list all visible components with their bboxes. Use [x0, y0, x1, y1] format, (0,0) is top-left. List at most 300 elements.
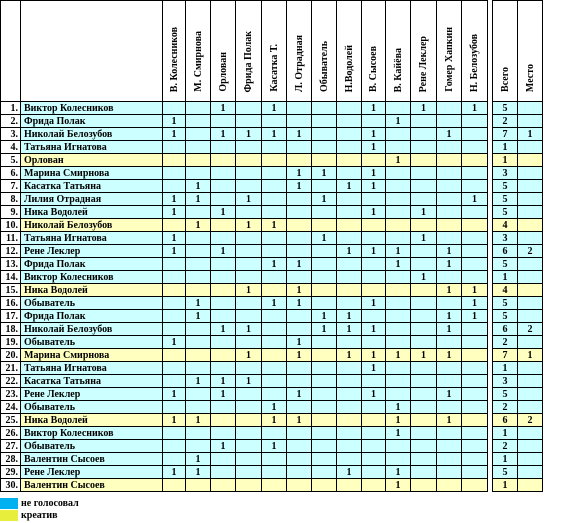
vote-cell [312, 271, 337, 284]
column-header [337, 1, 362, 102]
table-row [1, 336, 543, 349]
vote-cell: 1 [437, 414, 462, 427]
vote-cell [186, 102, 211, 115]
vote-cell [362, 336, 386, 349]
vote-cell [386, 141, 411, 154]
vote-cell [437, 271, 462, 284]
vote-cell [411, 245, 437, 258]
vote-cell: 1 [362, 128, 386, 141]
vote-cell [287, 401, 312, 414]
vote-cell [312, 154, 337, 167]
vote-cell: 1 [163, 115, 186, 128]
vote-cell: 1 [262, 440, 287, 453]
vote-cell [337, 219, 362, 232]
vote-cell [337, 401, 362, 414]
column-header-label: Н. Белозубов [469, 33, 480, 92]
vote-cell [386, 219, 411, 232]
vote-cell [312, 453, 337, 466]
vote-cell: 1 [386, 349, 411, 362]
vote-cell [337, 336, 362, 349]
vote-cell [262, 466, 287, 479]
vote-cell [411, 440, 437, 453]
column-header-label: Л. Отрадная [293, 34, 305, 92]
voter-name: Николай Белозубов [21, 219, 163, 232]
vote-cell [262, 232, 287, 245]
vote-cell: 1 [437, 284, 462, 297]
vote-cell [386, 362, 411, 375]
vote-cell [312, 414, 337, 427]
vote-cell [211, 115, 236, 128]
vote-cell [411, 401, 437, 414]
vote-cell: 1 [337, 323, 362, 336]
voter-name: Николай Белозубов [21, 323, 163, 336]
vote-cell: 1 [362, 349, 386, 362]
vote-cell [186, 284, 211, 297]
vote-cell [163, 479, 186, 492]
vote-cell: 1 [337, 349, 362, 362]
vote-cell: 1 [386, 427, 411, 440]
vote-cell [386, 388, 411, 401]
vote-cell [312, 336, 337, 349]
column-header [312, 1, 337, 102]
vote-cell [262, 167, 287, 180]
vote-cell [437, 232, 462, 245]
vote-cell [186, 440, 211, 453]
table-row [1, 349, 543, 362]
vote-cell [411, 414, 437, 427]
vote-cell [437, 193, 462, 206]
vote-cell: 1 [163, 245, 186, 258]
vote-cell: 1 [337, 245, 362, 258]
place-cell: 2 [518, 414, 543, 427]
vote-cell [411, 427, 437, 440]
place-cell [518, 102, 543, 115]
vote-cell [312, 401, 337, 414]
place-cell: 2 [518, 245, 543, 258]
vote-cell [236, 362, 262, 375]
vote-cell: 1 [236, 284, 262, 297]
vote-cell [386, 167, 411, 180]
total-cell: 1 [493, 271, 518, 284]
vote-cell [163, 310, 186, 323]
vote-cell [312, 284, 337, 297]
vote-cell [437, 297, 462, 310]
vote-cell [262, 284, 287, 297]
vote-cell [163, 349, 186, 362]
vote-cell [211, 479, 236, 492]
vote-cell [462, 232, 488, 245]
voter-name: Валентин Сысоев [21, 453, 163, 466]
vote-cell [211, 232, 236, 245]
vote-cell [287, 193, 312, 206]
table-row [1, 102, 543, 115]
total-cell: 7 [493, 128, 518, 141]
vote-cell: 1 [362, 388, 386, 401]
vote-cell [262, 271, 287, 284]
vote-cell [437, 219, 462, 232]
vote-cell [362, 427, 386, 440]
vote-cell [211, 414, 236, 427]
vote-cell [211, 336, 236, 349]
vote-cell [236, 115, 262, 128]
vote-cell: 1 [462, 102, 488, 115]
row-number: 20. [1, 349, 21, 362]
vote-cell [337, 115, 362, 128]
vote-cell [337, 154, 362, 167]
total-cell: 1 [493, 479, 518, 492]
vote-cell [337, 271, 362, 284]
row-number: 19. [1, 336, 21, 349]
vote-cell: 1 [312, 193, 337, 206]
vote-cell [411, 479, 437, 492]
vote-cell: 1 [437, 245, 462, 258]
vote-cell [262, 115, 287, 128]
vote-cell [437, 141, 462, 154]
vote-cell [186, 427, 211, 440]
place-cell [518, 284, 543, 297]
vote-cell: 1 [437, 388, 462, 401]
vote-cell [262, 427, 287, 440]
place-cell [518, 154, 543, 167]
voter-name: Татьяна Игнатова [21, 232, 163, 245]
vote-cell [411, 219, 437, 232]
vote-cell [262, 141, 287, 154]
column-header-label: Орлован [217, 52, 229, 92]
vote-cell: 1 [287, 128, 312, 141]
vote-cell [262, 479, 287, 492]
vote-cell [362, 258, 386, 271]
table-row [1, 284, 543, 297]
vote-cell [312, 362, 337, 375]
vote-cell: 1 [411, 232, 437, 245]
total-cell: 3 [493, 232, 518, 245]
vote-cell [437, 115, 462, 128]
vote-cell [163, 141, 186, 154]
vote-cell: 1 [236, 219, 262, 232]
vote-cell: 1 [163, 128, 186, 141]
total-cell: 5 [493, 193, 518, 206]
voter-name: Рене Леклер [21, 466, 163, 479]
vote-cell [163, 362, 186, 375]
vote-cell [186, 154, 211, 167]
table-row [1, 375, 543, 388]
vote-cell [411, 167, 437, 180]
row-number: 21. [1, 362, 21, 375]
vote-cell [386, 336, 411, 349]
vote-cell [312, 206, 337, 219]
place-cell [518, 336, 543, 349]
row-number: 10. [1, 219, 21, 232]
vote-cell [211, 310, 236, 323]
table-row [1, 193, 543, 206]
vote-cell [186, 362, 211, 375]
vote-cell: 1 [362, 323, 386, 336]
row-number: 2. [1, 115, 21, 128]
vote-cell [287, 141, 312, 154]
vote-cell [186, 232, 211, 245]
vote-cell [386, 284, 411, 297]
vote-cell: 1 [287, 349, 312, 362]
column-header [287, 1, 312, 102]
table-row [1, 297, 543, 310]
total-cell: 3 [493, 375, 518, 388]
vote-cell [437, 362, 462, 375]
vote-cell [211, 271, 236, 284]
voter-name: Рене Леклер [21, 388, 163, 401]
vote-cell [163, 180, 186, 193]
column-header [262, 1, 287, 102]
vote-cell: 1 [287, 388, 312, 401]
vote-cell [462, 440, 488, 453]
place-cell [518, 388, 543, 401]
place-cell [518, 362, 543, 375]
vote-cell [462, 479, 488, 492]
row-number: 27. [1, 440, 21, 453]
total-cell: 5 [493, 388, 518, 401]
vote-cell [337, 375, 362, 388]
vote-cell [236, 206, 262, 219]
row-number: 29. [1, 466, 21, 479]
total-cell: 4 [493, 284, 518, 297]
voter-name: Валентин Сысоев [21, 479, 163, 492]
vote-cell [236, 271, 262, 284]
vote-cell [186, 388, 211, 401]
total-cell: 1 [493, 141, 518, 154]
vote-cell: 1 [186, 466, 211, 479]
vote-cell: 1 [186, 414, 211, 427]
vote-cell [337, 427, 362, 440]
vote-cell [236, 479, 262, 492]
vote-cell [211, 401, 236, 414]
vote-cell: 1 [362, 362, 386, 375]
total-cell: 5 [493, 206, 518, 219]
vote-cell [386, 310, 411, 323]
vote-cell [236, 466, 262, 479]
vote-cell [287, 102, 312, 115]
vote-cell [236, 232, 262, 245]
total-cell: 5 [493, 297, 518, 310]
vote-cell [287, 453, 312, 466]
place-cell [518, 219, 543, 232]
column-header-label: В. Кайёва [392, 47, 404, 92]
vote-cell [386, 232, 411, 245]
vote-cell [337, 284, 362, 297]
vote-cell [287, 271, 312, 284]
vote-cell [236, 453, 262, 466]
vote-cell [312, 388, 337, 401]
vote-cell: 1 [163, 414, 186, 427]
place-cell [518, 401, 543, 414]
vote-cell [211, 193, 236, 206]
vote-cell [186, 258, 211, 271]
column-header-label: Н.Водолей [343, 44, 355, 92]
vote-cell: 1 [386, 115, 411, 128]
voter-name: Виктор Колесников [21, 271, 163, 284]
vote-cell: 1 [362, 102, 386, 115]
vote-cell: 1 [312, 167, 337, 180]
vote-cell [437, 375, 462, 388]
vote-cell [462, 323, 488, 336]
vote-cell [362, 466, 386, 479]
legend-label: не голосовал [21, 498, 79, 509]
vote-cell [236, 414, 262, 427]
vote-cell [462, 414, 488, 427]
vote-cell [262, 388, 287, 401]
vote-cell [386, 297, 411, 310]
column-header-label: В. Колесников [168, 26, 180, 92]
vote-cell: 1 [411, 349, 437, 362]
vote-cell: 1 [386, 401, 411, 414]
vote-cell: 1 [312, 323, 337, 336]
vote-cell: 1 [287, 167, 312, 180]
vote-cell [437, 440, 462, 453]
vote-cell: 1 [262, 401, 287, 414]
voter-name: Ника Водолей [21, 284, 163, 297]
vote-cell [163, 440, 186, 453]
corner-name [21, 1, 163, 102]
row-number: 14. [1, 271, 21, 284]
vote-cell: 1 [211, 245, 236, 258]
total-cell: 5 [493, 180, 518, 193]
vote-cell [236, 167, 262, 180]
vote-cell: 1 [386, 466, 411, 479]
vote-cell [362, 310, 386, 323]
vote-cell [287, 245, 312, 258]
vote-cell [337, 193, 362, 206]
vote-cell: 1 [211, 128, 236, 141]
vote-cell: 1 [262, 258, 287, 271]
vote-cell [462, 427, 488, 440]
voter-name: Фрида Полак [21, 115, 163, 128]
vote-cell [211, 453, 236, 466]
vote-cell: 1 [186, 453, 211, 466]
vote-cell [236, 427, 262, 440]
row-number: 15. [1, 284, 21, 297]
legend-swatch [0, 510, 18, 521]
vote-cell [211, 219, 236, 232]
vote-cell [386, 323, 411, 336]
vote-cell [437, 102, 462, 115]
voter-name: Обыватель [21, 440, 163, 453]
vote-cell [186, 167, 211, 180]
vote-cell [236, 141, 262, 154]
vote-cell: 1 [312, 232, 337, 245]
vote-cell [211, 180, 236, 193]
table-row [1, 323, 543, 336]
voter-name: Виктор Колесников [21, 102, 163, 115]
row-number: 5. [1, 154, 21, 167]
vote-cell [362, 271, 386, 284]
vote-cell [163, 401, 186, 414]
vote-cell [386, 375, 411, 388]
vote-cell [362, 453, 386, 466]
vote-cell [262, 245, 287, 258]
table-row [1, 167, 543, 180]
vote-cell: 1 [362, 297, 386, 310]
legend-item [0, 510, 79, 522]
place-cell [518, 206, 543, 219]
vote-cell: 1 [236, 323, 262, 336]
row-number: 3. [1, 128, 21, 141]
vote-cell [312, 128, 337, 141]
vote-cell [312, 258, 337, 271]
vote-cell [262, 154, 287, 167]
vote-cell [211, 427, 236, 440]
total-cell: 5 [493, 310, 518, 323]
vote-cell [411, 128, 437, 141]
total-header [493, 1, 518, 102]
vote-cell [236, 388, 262, 401]
vote-cell [337, 362, 362, 375]
row-number: 12. [1, 245, 21, 258]
voter-name: Ника Водолей [21, 414, 163, 427]
vote-cell: 1 [211, 102, 236, 115]
vote-cell [362, 401, 386, 414]
vote-cell [362, 375, 386, 388]
legend-label: креатив [21, 510, 58, 521]
vote-cell: 1 [211, 323, 236, 336]
vote-cell [462, 167, 488, 180]
vote-cell [462, 180, 488, 193]
column-header-label: В. Сысоев [368, 46, 379, 92]
vote-cell [287, 427, 312, 440]
total-cell: 2 [493, 336, 518, 349]
row-number: 11. [1, 232, 21, 245]
vote-cell [437, 453, 462, 466]
vote-cell [411, 336, 437, 349]
vote-cell [287, 206, 312, 219]
table-row [1, 414, 543, 427]
vote-cell [186, 141, 211, 154]
column-header [362, 1, 386, 102]
vote-cell [211, 362, 236, 375]
table-row [1, 388, 543, 401]
vote-cell: 1 [386, 154, 411, 167]
column-header [411, 1, 437, 102]
vote-cell [211, 349, 236, 362]
vote-cell: 1 [236, 349, 262, 362]
column-header [462, 1, 488, 102]
vote-cell [462, 271, 488, 284]
vote-cell [462, 453, 488, 466]
vote-cell [437, 154, 462, 167]
vote-cell [386, 453, 411, 466]
vote-cell [337, 414, 362, 427]
vote-cell [312, 219, 337, 232]
vote-cell [163, 102, 186, 115]
vote-cell: 1 [262, 128, 287, 141]
place-cell: 1 [518, 349, 543, 362]
total-cell: 5 [493, 258, 518, 271]
vote-cell [386, 128, 411, 141]
vote-cell: 1 [262, 414, 287, 427]
vote-cell [211, 284, 236, 297]
vote-cell [337, 388, 362, 401]
table-row [1, 232, 543, 245]
vote-cell [211, 297, 236, 310]
vote-cell: 1 [287, 336, 312, 349]
vote-cell: 1 [362, 206, 386, 219]
vote-cell [186, 479, 211, 492]
vote-cell [437, 466, 462, 479]
total-cell: 1 [493, 427, 518, 440]
vote-cell [411, 258, 437, 271]
vote-cell [462, 388, 488, 401]
vote-cell [186, 128, 211, 141]
voter-name: Обыватель [21, 401, 163, 414]
vote-cell [287, 440, 312, 453]
vote-cell: 1 [186, 193, 211, 206]
